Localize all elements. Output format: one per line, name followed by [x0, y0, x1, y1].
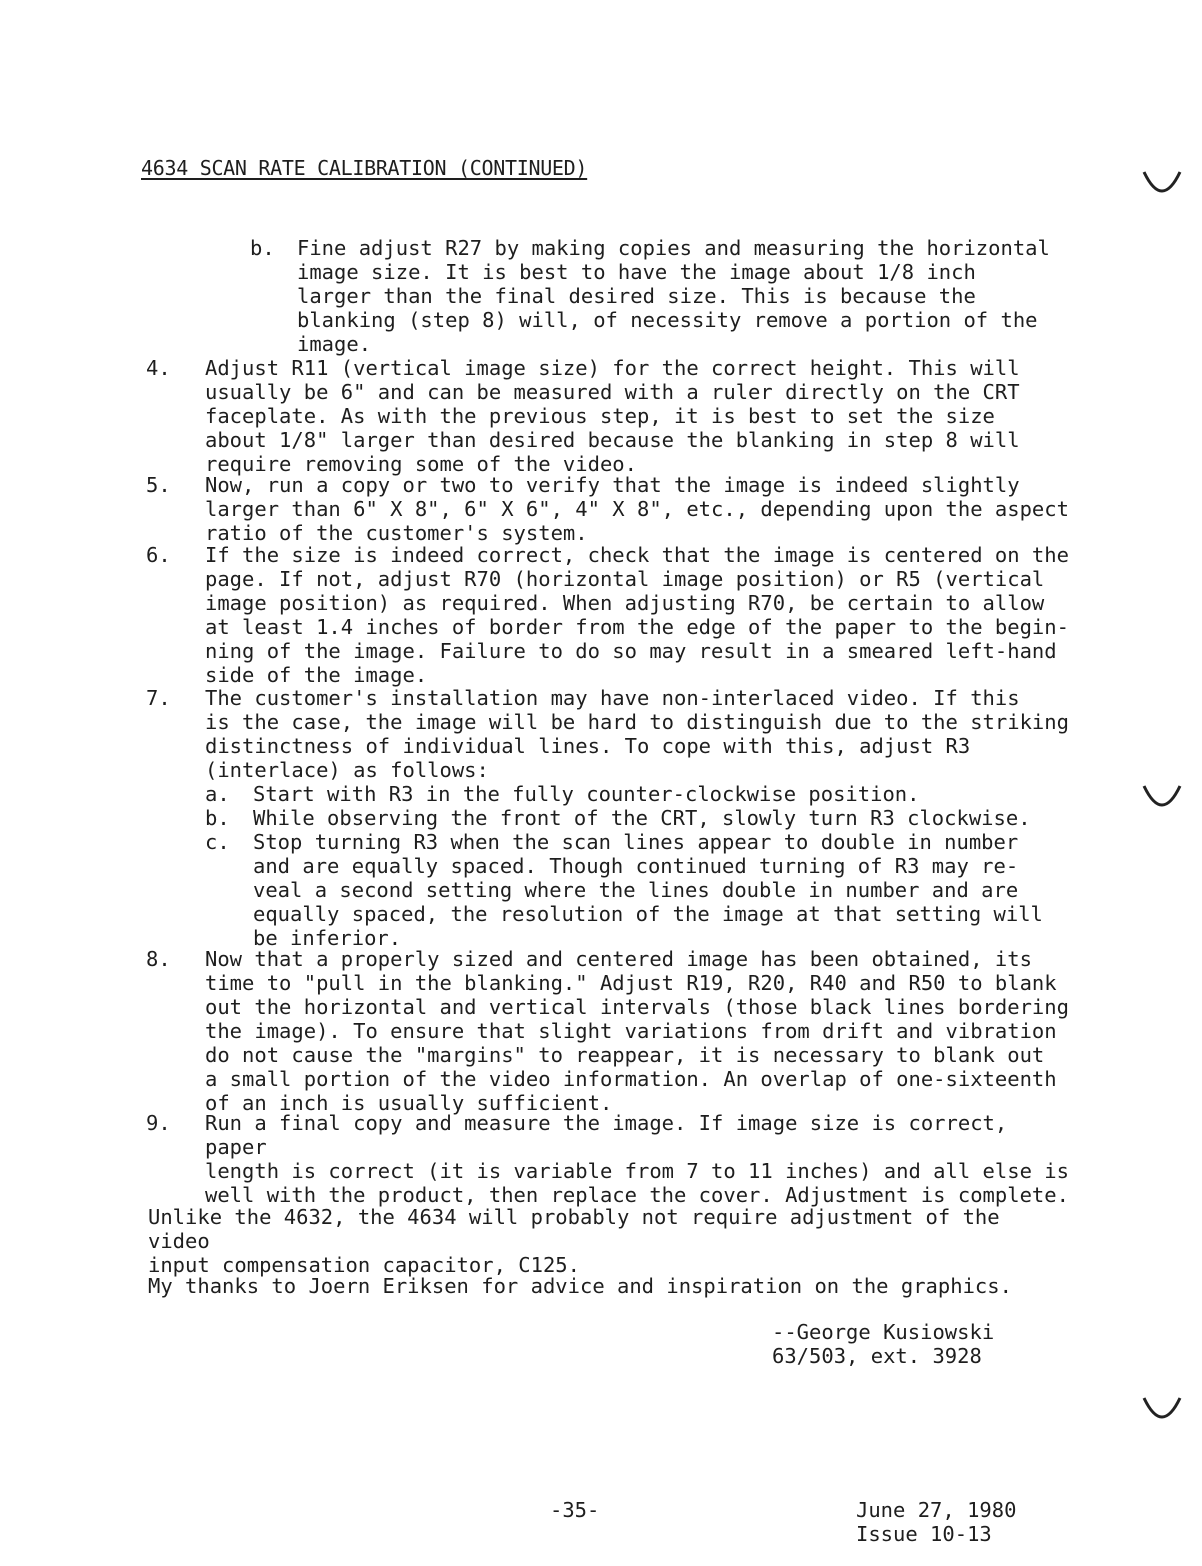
page-number: -35- [550, 1498, 600, 1522]
note-paragraph: Unlike the 4632, the 4634 will probably not require adjustment of the video input compensation capacitor, C125. [148, 1205, 1000, 1277]
step-number: 5. [146, 473, 171, 497]
step-text: If the size is indeed correct, check that the image is centered on the page. If not, adjust R70 (horizontal image position) or R5 (vertical image position) as required. When adjusting R70, be certain to allow at least 1.4 inches of border from the edge of the paper to the begin- ning of the image. Failure to do so may result in a smeared left-hand side of the image. [205, 543, 1069, 687]
binder-hole-mark-icon [1142, 170, 1182, 200]
binder-hole-mark-icon [1142, 1396, 1182, 1426]
step-number: 9. [146, 1111, 171, 1135]
step-number: 7. [146, 686, 171, 710]
step-number: 8. [146, 947, 171, 971]
step-b-text: Fine adjust R27 by making copies and measuring the horizontal image size. It is best to have the image about 1/8 inch larger than the final desired size. This is because the blanking (step 8) will, of necessity remove a portion of the image. [297, 236, 1050, 356]
page-title: 4634 SCAN RATE CALIBRATION (CONTINUED) [141, 156, 588, 180]
footer-issue: Issue 10-13 [856, 1522, 992, 1546]
substep-text: While observing the front of the CRT, slowly turn R3 clockwise. [253, 806, 1031, 830]
step-text: The customer's installation may have non-interlaced video. If this is the case, the image will be hard to distinguish due to the striking distinctness of individual lines. To cope with this, adjust R3 (interlace) as follows: [205, 686, 1069, 782]
substep-marker: c. [205, 830, 230, 854]
thanks-paragraph: My thanks to Joern Eriksen for advice and inspiration on the graphics. [148, 1274, 1012, 1298]
signature-location: 63/503, ext. 3928 [772, 1344, 982, 1368]
step-text: Adjust R11 (vertical image size) for the correct height. This will usually be 6" and can be measured with a ruler directly on the CRT faceplate. As with the previous step, it is best to set the size about 1/8" larger than desired because the blanking in step 8 will require removing some of the video. [205, 356, 1020, 476]
signature-name: --George Kusiowski [772, 1320, 995, 1344]
binder-hole-mark-icon [1142, 784, 1182, 814]
step-text: Run a final copy and measure the image. If image size is correct, paper length is correct (it is variable from 7 to 11 inches) and all else is well with the product, then replace the cover. Adjustment is complete. [205, 1111, 1069, 1207]
step-text: Now that a properly sized and centered image has been obtained, its time to "pull in the blanking." Adjust R19, R20, R40 and R50 to blank out the horizontal and vertical intervals (those black lines bordering the image). To ensure that slight variations from drift and vibration do not cause the "margins" to reappear, it is necessary to blank out a small portion of the video information. An overlap of one-sixteenth of an inch is usually sufficient. [205, 947, 1069, 1115]
substep-text: Stop turning R3 when the scan lines appear to double in number and are equally spaced. Though continued turning of R3 may re- veal a second setting where the lines double in number and are equally spaced, the resolution of the image at that setting will be inferior. [253, 830, 1043, 950]
substep-text: Start with R3 in the fully counter-clockwise position. [253, 782, 920, 806]
step-b-marker: b. [250, 236, 275, 260]
step-text: Now, run a copy or two to verify that the image is indeed slightly larger than 6" X 8", 6" X 6", 4" X 8", etc., depending upon the aspect ratio of the customer's system. [205, 473, 1069, 545]
step-number: 6. [146, 543, 171, 567]
substep-marker: b. [205, 806, 230, 830]
footer-date: June 27, 1980 [856, 1498, 1017, 1522]
substep-marker: a. [205, 782, 230, 806]
step-number: 4. [146, 356, 171, 380]
